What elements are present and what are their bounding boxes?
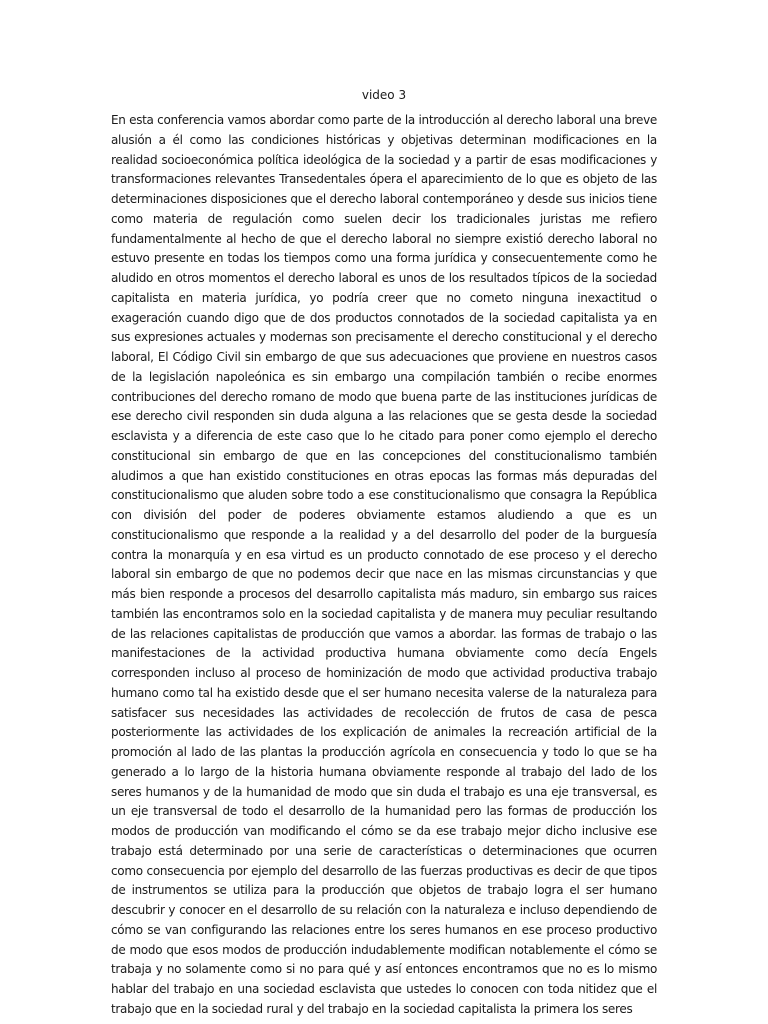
document-title: video 3 <box>361 88 407 102</box>
document-body-text: En esta conferencia vamos abordar como parte de la introducción al derecho laboral una breve alusión a él como las condiciones históricas y objetivas determinan modificaciones en la realidad socioeconómica política ideológica de la sociedad y a partir de esas modificaciones y transformaciones relevantes Transedentales ópera el aparecimiento de lo que es objeto de las determinaciones disposiciones que el derecho laboral contemporáneo y desde sus inicios tiene como materia de regulación como suelen decir los tradicionales juristas me refiero fundamentalmente al hecho de que el derecho laboral no siempre existió derecho laboral no estuvo presente en todas los tiempos como una forma jurídica y consecuentemente como he aludido en otros momentos el derecho laboral es unos de los resultados típicos de la sociedad capitalista en materia jurídica, yo podría creer que no cometo ninguna inexactitud o exageración cuando digo que de dos productos connotados de la sociedad capitalista ya en sus expresiones actuales y modernas son precisamente el derecho constitucional y el derecho laboral, El Código Civil sin embargo de que sus adecuaciones que proviene en nuestros casos de la legislación napoleónica es sin embargo una compilación también o recibe enormes contribuciones del derecho romano de modo que buena parte de las instituciones jurídicas de ese derecho civil responden sin duda alguna a las relaciones que se gesta desde la sociedad esclavista y a diferencia de este caso que lo he citado para poner como ejemplo el derecho constitucional sin embargo de que en las concepciones del constitucionalismo también aludimos a que han existido constituciones en otras epocas las formas más depuradas del constitucionalismo que aluden sobre todo a ese constitucionalismo que consagra la República con división del poder de poderes obviamente estamos aludiendo a que es un constitucionalismo que responde a la realidad y a del desarrollo del poder de la burguesía contra la monarquía y en esa virtud es un producto connotado de ese proceso y el derecho laboral sin embargo de que no podemos decir que nace en las mismas circunstancias y que más bien responde a procesos del desarrollo capitalista más maduro, sin embargo sus raices también las encontramos solo en la sociedad capitalista y de manera muy peculiar resultando de las relaciones capitalistas de producción que vamos a abordar. las formas de trabajo o las manifestaciones de la actividad productiva humana obviamente como decía Engels corresponden incluso al proceso de hominización de modo que actividad productiva trabajo humano como tal ha existido desde que el ser humano necesita valerse de la naturaleza para satisfacer sus necesidades las actividades de recolección de frutos de casa de pesca posteriormente las actividades de los explicación de animales la recreación artificial de la promoción al lado de las plantas la producción agrícola en consecuencia y todo lo que se ha generado a lo largo de la historia humana obviamente responde al trabajo del lado de los seres humanos y de la humanidad de modo que sin duda el trabajo es una eje transversal, es un eje transversal de todo el desarrollo de la humanidad pero las formas de producción los modos de producción van modificando el cómo se da ese trabajo mejor dicho inclusive ese trabajo está determinado por una serie de características o determinaciones que ocurren como consecuencia por ejemplo del desarrollo de las fuerzas productivas es decir de que tipos de instrumentos se utiliza para la producción que objetos de trabajo logra el ser humano descubrir y conocer en el desarrollo de su relación con la naturaleza e incluso dependiendo de cómo se van configurando las relaciones entre los seres humanos en ese proceso productivo de modo que esos modos de producción indudablemente modifican notablemente el cómo se trabaja y no solamente como si no para qué y así entonces encontramos que no es lo mismo hablar del trabajo en una sociedad esclavista que ustedes lo conocen con toda nitidez que el trabajo que en la sociedad rural y del trabajo en la sociedad capitalista la primera los seres <box>111 113 657 1016</box>
